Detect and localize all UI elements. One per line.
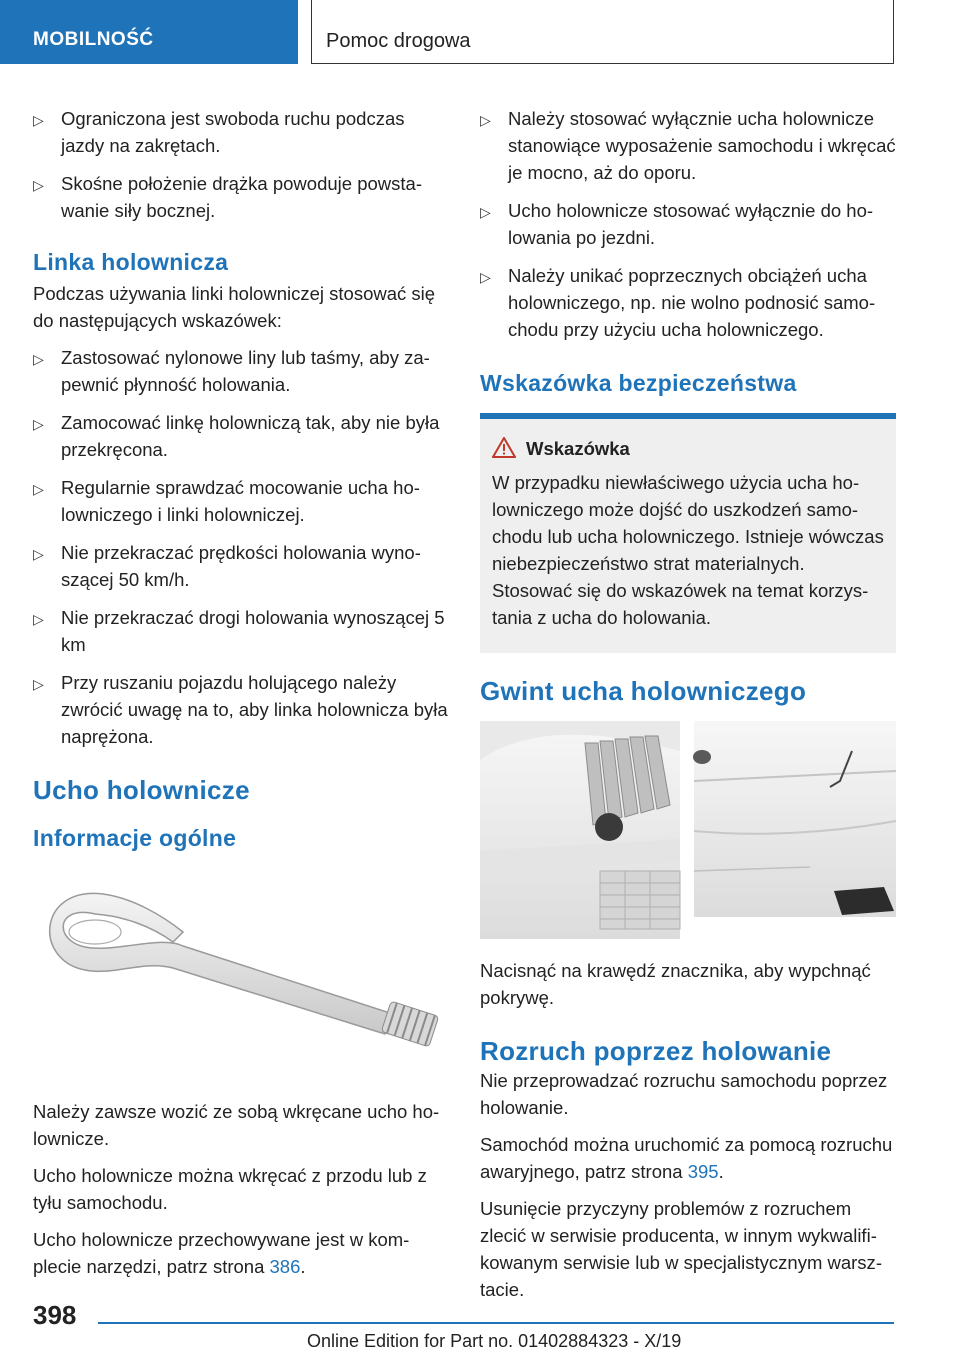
list-item	[33, 409, 449, 463]
warning-box	[480, 413, 896, 653]
jump-start-heading: Rozruch poprzez holowanie	[480, 1036, 832, 1066]
list-item	[33, 669, 449, 750]
list-item	[33, 105, 449, 159]
section-label: MOBILNOŚĆ	[33, 29, 154, 50]
list-item-text: Przy ruszaniu pojazdu holującego należy zwrócić uwagę na to, aby linka holownicza była naprężona.	[61, 672, 448, 747]
list-item	[480, 262, 896, 343]
bullet-triangle-icon: ▷	[33, 416, 44, 432]
bullet-triangle-icon: ▷	[480, 269, 491, 285]
warning-text: W przypadku niewłaściwego użycia ucha holowniczego może dojść do uszkodzeń samochodu lub ucha holowniczego. Istnieje wówczas niebezpieczeństwo strat materialnych. Stosować się do wskazówek na temat korzystania z ucha do holowania.	[492, 472, 884, 628]
list-item	[33, 170, 449, 224]
list-item-text: Ograniczona jest swoboda ruchu podczas jazdy na zakrętach.	[61, 108, 405, 156]
list-item-text: Ucho holownicze stosować wyłącznie do holowania po jezdni.	[508, 200, 874, 248]
paragraph-text: Ucho holownicze przechowywane jest w komplecie narzędzi, patrz strona	[33, 1229, 410, 1277]
thread-heading: Gwint ucha holowniczego	[480, 676, 807, 706]
left-column	[33, 105, 449, 1290]
warning-title	[486, 435, 888, 465]
page-number: 398	[33, 1300, 77, 1330]
list-item	[33, 604, 449, 658]
rope-intro: Podczas używania linki holowniczej stosować się do następujących wskazówek:	[33, 283, 436, 331]
paragraph-end: .	[718, 1161, 724, 1182]
list-item-text: Należy stosować wyłącznie ucha holownicze stanowiące wyposażenie samochodu i wkręcać je mocno, aż do oporu.	[508, 108, 896, 183]
eye-heading: Ucho holownicze	[33, 775, 250, 805]
bullet-triangle-icon: ▷	[33, 611, 44, 627]
jump-paragraph-1: Nie przeprowadzać rozruchu samochodu poprzez holowanie.	[480, 1070, 888, 1118]
list-item	[33, 539, 449, 593]
list-item-text: Skośne położenie drążka powoduje powstawanie siły bocznej.	[61, 173, 422, 221]
list-item-text: Zastosować nylonowe liny lub taśmy, aby zapewnić płynność holowania.	[61, 347, 430, 395]
page-header-title: Pomoc drogowa	[326, 30, 471, 52]
page-header	[311, 0, 894, 64]
bullet-triangle-icon: ▷	[480, 112, 491, 128]
warning-triangle-icon	[492, 437, 516, 465]
thread-text: Nacisnąć na krawędź znacznika, aby wypchnąć pokrywę.	[480, 960, 871, 1008]
eye-paragraph-3	[33, 1226, 449, 1280]
paragraph-end: .	[300, 1256, 306, 1277]
towing-eye-image	[33, 876, 449, 1076]
eye-paragraph-2: Ucho holownicze można wkręcać z przodu lub z tyłu samochodu.	[33, 1165, 427, 1213]
warning-title-text: Wskazówka	[526, 438, 630, 459]
jump-paragraph-2	[480, 1131, 896, 1185]
bullet-triangle-icon: ▷	[33, 676, 44, 692]
towing-eye-illustration	[33, 876, 449, 1076]
bullet-triangle-icon: ▷	[33, 112, 44, 128]
list-item	[33, 474, 449, 528]
list-item	[480, 197, 896, 251]
footer-divider	[98, 1322, 894, 1324]
list-item-text: Nie przekraczać drogi holowania wynoszącej 5 km	[61, 607, 445, 655]
eye-paragraph-1: Należy zawsze wozić ze sobą wkręcane ucho holownicze.	[33, 1101, 440, 1149]
list-item	[480, 105, 896, 186]
jump-paragraph-3: Usunięcie przyczyny problemów z rozruchem zlecić w serwisie producenta, w innym wykwalifikowanym serwisie lub w specjalistycznym warsztacie.	[480, 1198, 882, 1300]
bumper-illustration	[480, 721, 896, 939]
rope-heading: Linka holownicza	[33, 249, 229, 275]
right-column	[480, 105, 896, 1313]
list-item-text: Nie przekraczać prędkości holowania wynoszącej 50 km/h.	[61, 542, 421, 590]
list-item	[33, 344, 449, 398]
thread-cover-image	[480, 721, 896, 939]
list-item-text: Należy unikać poprzecznych obciążeń ucha holowniczego, np. nie wolno podnosić samochodu przy użyciu ucha holowniczego.	[508, 265, 876, 340]
bullet-triangle-icon: ▷	[33, 546, 44, 562]
footer-edition: Online Edition for Part no. 01402884323 - X/19	[307, 1331, 682, 1351]
bullet-triangle-icon: ▷	[33, 481, 44, 497]
section-tab	[0, 0, 298, 64]
bullet-triangle-icon: ▷	[480, 204, 491, 220]
bullet-triangle-icon: ▷	[33, 351, 44, 367]
bullet-triangle-icon: ▷	[33, 177, 44, 193]
list-item-text: Zamocować linkę holowniczą tak, aby nie była przekręcona.	[61, 412, 440, 460]
paragraph-text: Samochód można uruchomić za pomocą rozruchu awaryjnego, patrz strona	[480, 1134, 893, 1182]
page-link-386[interactable]: 386	[269, 1256, 301, 1277]
general-info-heading: Informacje ogólne	[33, 825, 237, 851]
list-item-text: Regularnie sprawdzać mocowanie ucha holowniczego i linki holowniczej.	[61, 477, 420, 525]
safety-heading: Wskazówka bezpieczeństwa	[480, 370, 797, 396]
page-link-395[interactable]: 395	[687, 1161, 719, 1182]
